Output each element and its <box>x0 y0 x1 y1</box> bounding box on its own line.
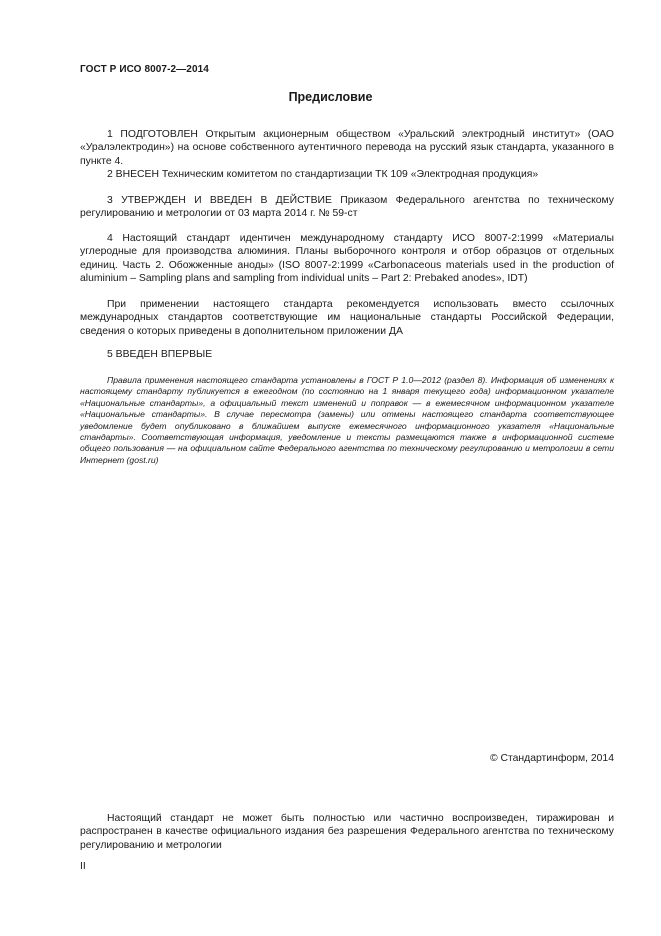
page-number: II <box>80 861 86 872</box>
reproduction-notice: Настоящий стандарт не может быть полностью или частично воспроизведен, тиражирован и распространен в качестве официального издания без разрешения Федерального агентства по техническому регулированию и метрологии <box>80 813 614 851</box>
page-title: Предисловие <box>288 90 373 104</box>
copyright: © Стандартинформ, 2014 <box>489 753 614 764</box>
document-header: ГОСТ Р ИСО 8007-2—2014 <box>80 64 209 75</box>
application-rules-note: Правила применения настоящего стандарта установлены в ГОСТ Р 1.0—2012 (раздел 8). Информация об изменениях к настоящему стандарту публикуется в ежегодном (по состоянию на 1 января текущего года) информационном указателе «Национальные стандарты», а официальный текст изменений и поправок — в ежемесячном информационном указателе «Национальные стандарты». В случае пересмотра (замены) или отмены настоящего стандарта соответствующее уведомление будет опубликовано в ближайшем выпуске ежемесячного информационного указателя «Национальные стандарты». Соответствующая информация, уведомление и тексты размещаются также в информационной системе общего пользования — на официальном сайте Федерального агентства по техническому регулированию и метрологии в сети Интернет (gost.ru) <box>80 375 614 465</box>
paragraph-application: При применении настоящего стандарта рекомендуется использовать вместо ссылочных международных стандартов соответствующие им национальные стандарты Российской Федерации, сведения о которых приведены в дополнительном приложении ДА <box>80 299 614 337</box>
paragraph-first-introduced: 5 ВВЕДЕН ВПЕРВЫЕ <box>107 349 213 360</box>
paragraph-identical: 4 Настоящий стандарт идентичен международному стандарту ИСО 8007-2:1999 «Материалы углеродные для производства алюминия. Планы выборочного контроля и отбор образцов от отдельных единиц. Часть 2. Обожженные аноды» (ISO 8007-2:1999 «Carbonaceous materials used in the production of aluminium – Sampling plans and sampling from individual units – Part 2: Prebaked anodes», IDT) <box>80 233 614 285</box>
paragraph-prepared: 1 ПОДГОТОВЛЕН Открытым акционерным обществом «Уральский электродный институт» (ОАО «Уралэлектродин») на основе собственного аутентичного перевода на русский язык стандарта, указанного в пункте 4. <box>80 129 614 167</box>
paragraph-introduced: 2 ВНЕСЕН Техническим комитетом по стандартизации ТК 109 «Электродная продукция» <box>107 169 539 180</box>
paragraph-approved: 3 УТВЕРЖДЕН И ВВЕДЕН В ДЕЙСТВИЕ Приказом Федерального агентства по техническому регулированию и метрологии от 03 марта 2014 г. № 59-ст <box>80 195 614 220</box>
